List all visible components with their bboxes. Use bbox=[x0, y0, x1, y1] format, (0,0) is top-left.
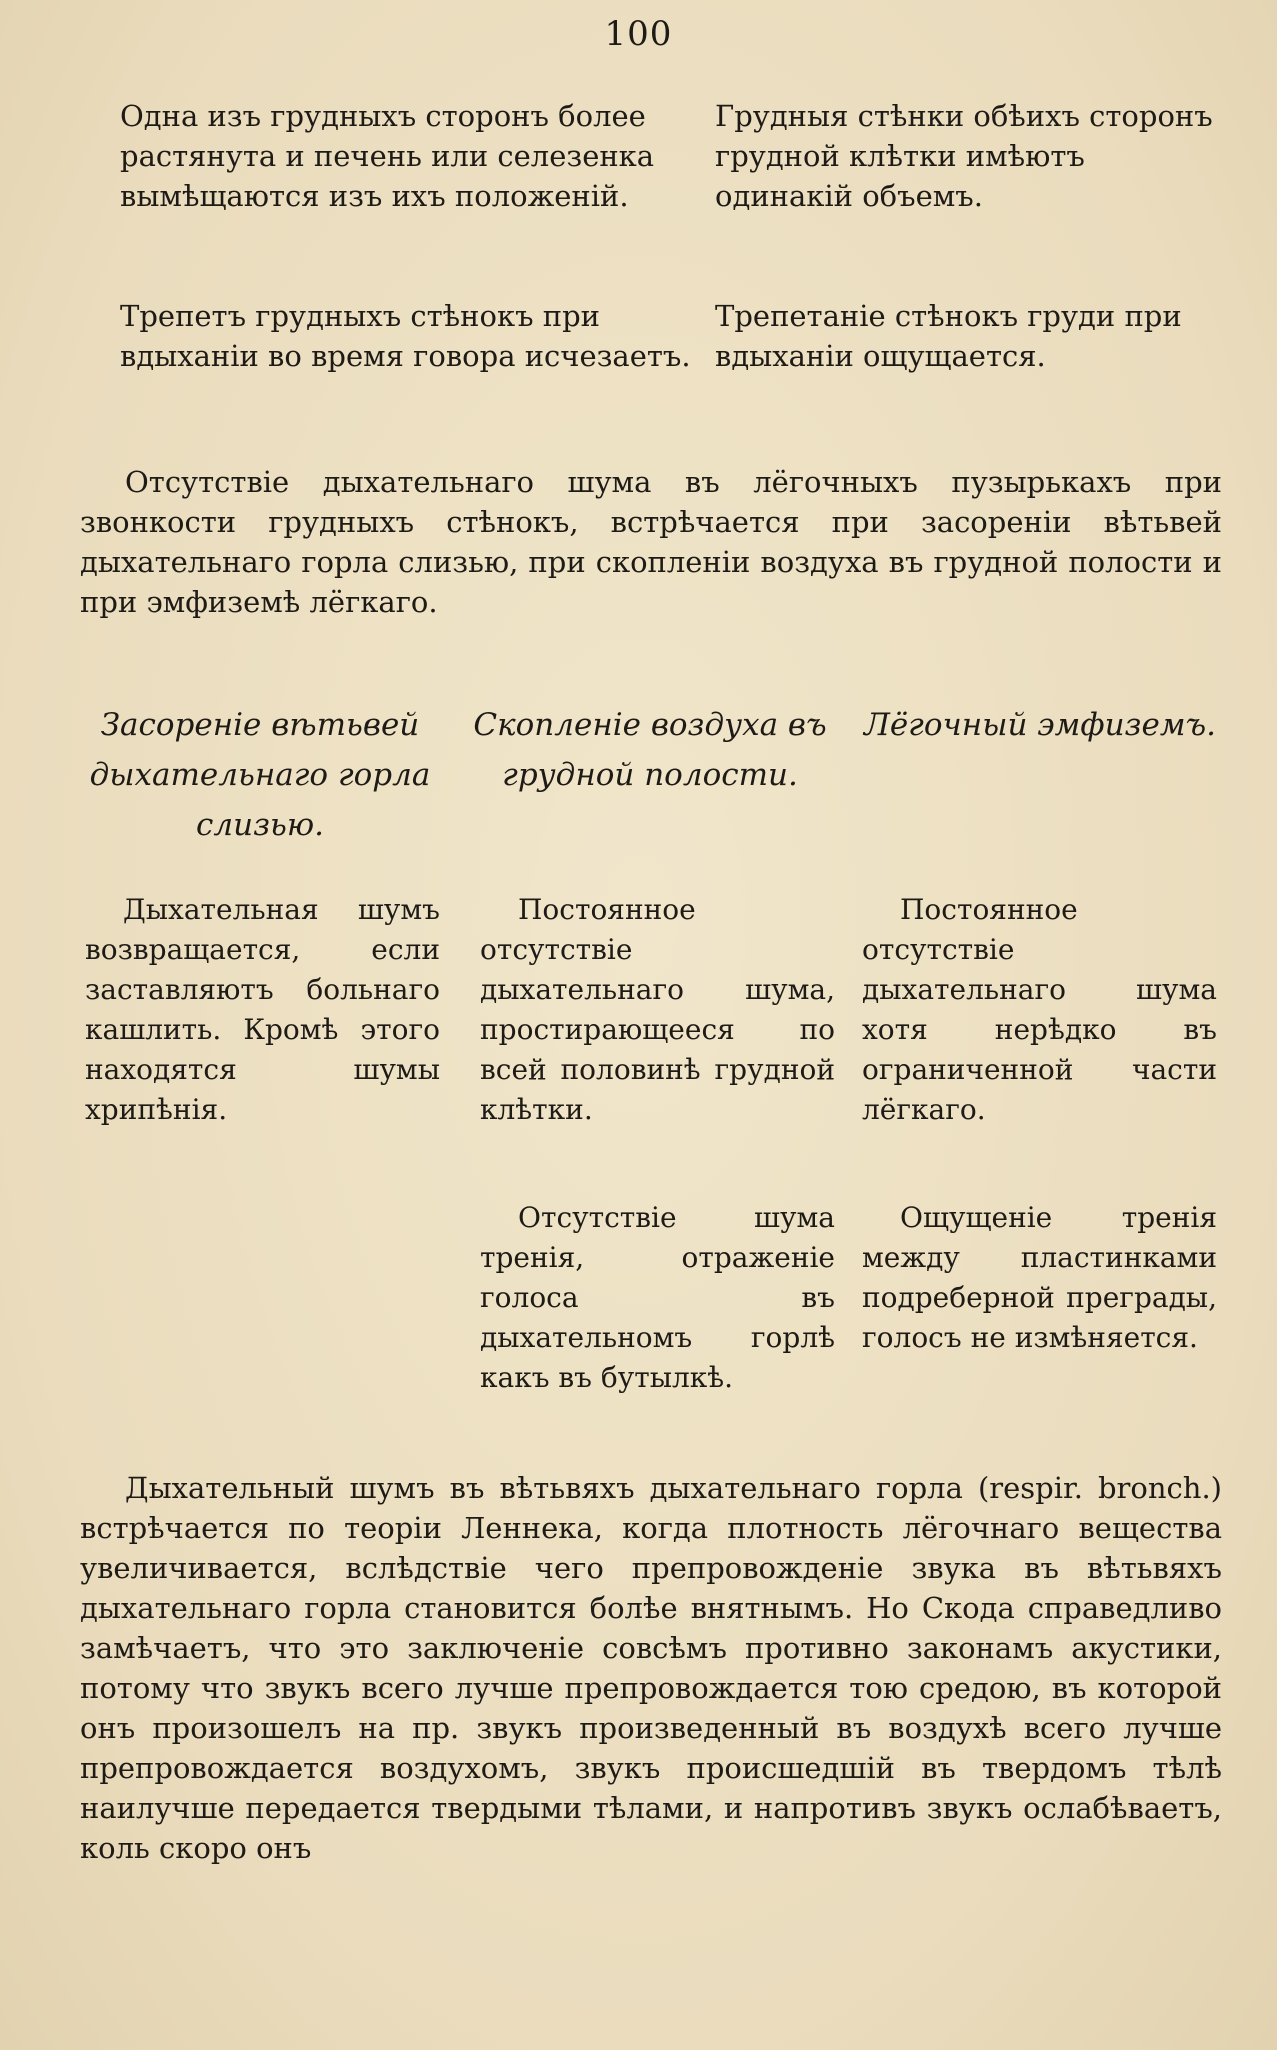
column-text-2b: Отсутствiе шума тренiя, отраженiе голоса въ дыхательномъ горлѣ какъ въ бутылкѣ. bbox=[480, 1201, 835, 1394]
comparison-right-2: Трепетанiе стѣнокъ груди при вдыханiи ощущается. bbox=[715, 299, 1182, 373]
paragraph-text: Отсутствiе дыхательнаго шума въ лёгочныхъ пузырькахъ при звонкости грудныхъ стѣнокъ, встрѣчается при засоренiи вѣтьвей дыхательнаго горла слизью, при скопленiи воздуха въ грудной полости и при эмфиземѣ лёгкаго. bbox=[80, 465, 1222, 619]
comparison-row-1 bbox=[120, 96, 1220, 216]
comparison-row-2 bbox=[120, 296, 1220, 376]
body-paragraph-2 bbox=[80, 1468, 1222, 1868]
column-text-1: Дыхательная шумъ возвращается, если заставляютъ больнаго кашлить. Кромѣ этого находятся шумы хрипѣнiя. bbox=[85, 893, 440, 1126]
comparison-left-1: Одна изъ грудныхъ сторонъ более растянута и печень или селезенка вымѣщаются изъ ихъ положенiй. bbox=[120, 99, 655, 213]
column-text-3a: Постоянное отсутствiе дыхательнаго шума хотя нерѣдко въ ограниченной части лёгкаго. bbox=[862, 893, 1217, 1126]
paragraph-text: Дыхательный шумъ въ вѣтьвяхъ дыхательнаго горла (respir. bronch.) встрѣчается по теорiи Леннека, когда плотность лёгочнаго вещества увеличивается, вслѣдствiе чего препровожденiе звука въ вѣтьвяхъ дыхательнаго горла становится болѣе внятнымъ. Но Скода справедливо замѣчаетъ, что это заключенiе совсѣмъ противно законамъ акустики, потому что звукъ всего лучше препровождается тою средою, въ которой онъ произошелъ на пр. звукъ произведенный въ воздухѣ всего лучше препровождается воздухомъ, звукъ происшедшiй въ твердомъ тѣлѣ наилучше передается твердыми тѣлами, и напротивъ звукъ ослабѣваетъ, коль скоро онъ bbox=[80, 1471, 1222, 1865]
comparison-left-2: Трепетъ грудныхъ стѣнокъ при вдыханiи во время говора исчезаетъ. bbox=[120, 299, 691, 373]
page-number: 100 bbox=[604, 14, 673, 54]
comparison-right-1: Грудныя стѣнки обѣихъ сторонъ грудной клѣтки имѣютъ одинакiй объемъ. bbox=[715, 99, 1213, 213]
body-paragraph-1 bbox=[80, 462, 1222, 622]
heading-col-1: Засоренiе вѣтьвей дыхательнаго горла слизью. bbox=[89, 707, 431, 843]
heading-col-3: Лёгочный эмфиземъ. bbox=[863, 707, 1217, 743]
column-text-3b: Ощущенiе тренiя между пластинками подреберной преграды, голосъ не измѣняется. bbox=[862, 1201, 1217, 1354]
column-text-2a: Постоянное отсутствiе дыхательнаго шума, простирающееся по всей половинѣ грудной клѣтки. bbox=[480, 893, 835, 1126]
heading-col-2: Скопленiе воздуха въ грудной полости. bbox=[473, 707, 827, 793]
